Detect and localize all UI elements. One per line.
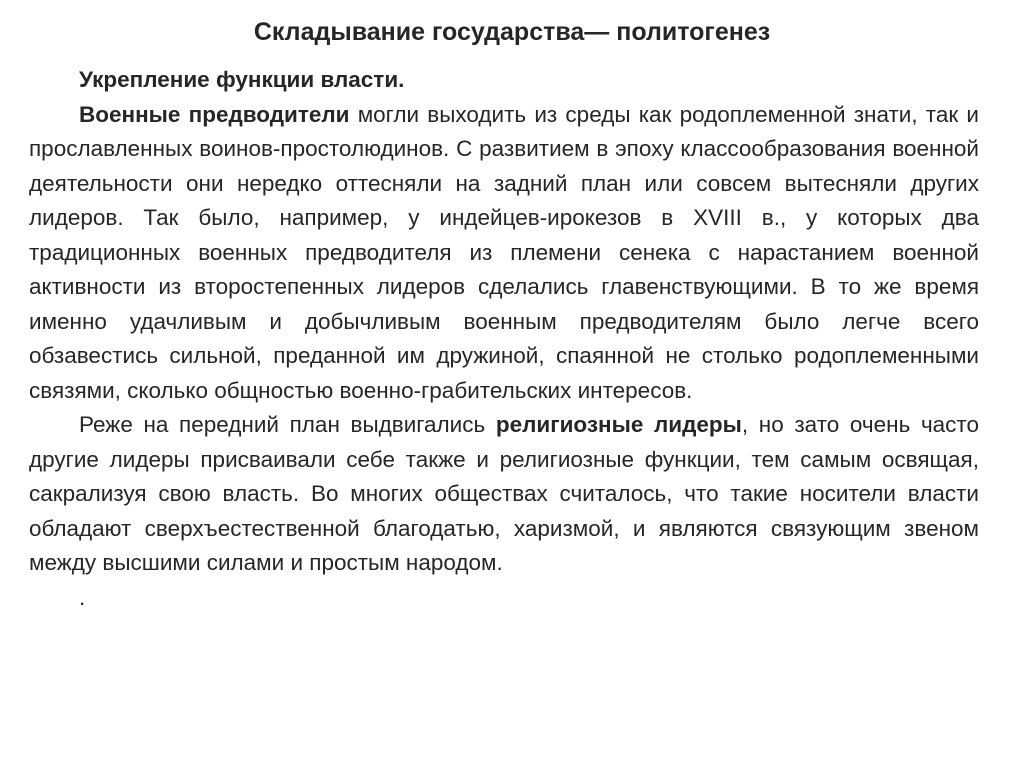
- paragraph-military-leaders: [29, 98, 979, 409]
- term-religious-leaders: религиозные лидеры: [495, 412, 742, 437]
- paragraph-religious-leaders: [29, 408, 979, 581]
- slide-title: Складывание государства— политогенез: [253, 18, 771, 46]
- paragraph-military-leaders-text: могли выходить из среды как родоплеменной знати, так и прославленных воинов-простолюдинов. С развитием в эпоху классообразования военной деятельности они нередко оттесняли на задний план или совсем вытесняли других лидеров. Так было, например, у индейцев-ирокезов в XVIII в., у которых два традиционных военных предводителя из племени сенека с нарастанием военной активности из второстепенных лидеров сделались главенствующими. В то же время именно удачливым и добычливым военным предводителям было легче всего обзавестись сильной, преданной им дружиной, спаянной не столько родоплеменными связями, сколько общностью военно-грабительских интересов.: [29, 101, 979, 403]
- slide-body: [29, 63, 979, 615]
- paragraph-religious-leaders-lead: Реже на передний план выдвигались: [79, 412, 496, 437]
- subtitle: Укрепление функции власти.: [79, 67, 405, 92]
- term-military-leaders: Военные предводители: [79, 101, 350, 127]
- trailing-dot: .: [79, 584, 86, 610]
- paragraph-religious-leaders-text: , но зато очень часто другие лидеры присваивали себе также и религиозные функции, тем самым освящая, сакрализуя свою власть. Во многих обществах считалось, что такие носители власти обладают сверхъестественной благодатью, харизмой, и являются связующим звеном между высшими силами и простым народом.: [29, 412, 979, 575]
